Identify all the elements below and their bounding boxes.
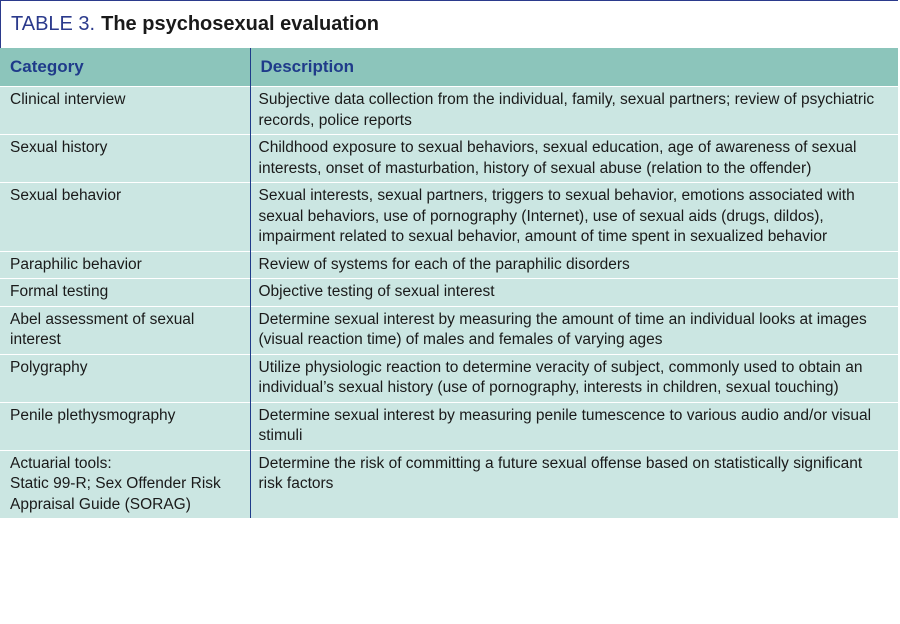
category-text: Penile plethysmography [10,406,176,424]
description-cell: Determine sexual interest by measuring penile tumescence to various audio and/or visual stimuli [250,402,898,450]
category-text: Clinical interview [10,91,126,108]
table-row [0,402,898,450]
category-text: Abel assessment of sexual interest [10,310,195,348]
table-row [0,87,898,135]
table-number: TABLE 3. [11,13,96,35]
category-text: Sexual behavior [10,187,122,204]
category-text: Formal testing [10,283,109,300]
category-cell [0,279,250,307]
category-text: Paraphilic behavior [10,255,142,273]
description-cell: Utilize physiologic reaction to determine veracity of subject, commonly used to obtain an individual’s sexual history (use of pornography, interests in children, sexual touching) [250,354,898,402]
category-cell [0,183,250,252]
description-cell: Sexual interests, sexual partners, triggers to sexual behavior, emotions associated with sexual behaviors, use of pornography (Internet), use of sexual aids (drugs, dildos), impairment related to sexual behavior, amount of time spent in sexualized behavior [250,183,898,252]
table-row [0,354,898,402]
table-caption: The psychosexual evaluation [101,13,379,35]
category-text: Actuarial tools: [10,454,112,472]
column-header-category: Category [0,48,250,87]
description-cell: Subjective data collection from the individual, family, sexual partners; review of psychiatric records, police reports [250,87,898,135]
table-row [0,135,898,183]
table-row [0,183,898,252]
table-row [0,306,898,354]
evaluation-table [0,48,898,518]
category-cell [0,354,250,402]
description-cell: Determine sexual interest by measuring the amount of time an individual looks at images (visual reaction time) of males and females of varying ages [250,306,898,354]
category-text: Sexual history [10,139,108,156]
category-cell [0,306,250,354]
description-cell: Childhood exposure to sexual behaviors, sexual education, age of awareness of sexual interests, onset of masturbation, history of sexual abuse (relation to the offender) [250,135,898,183]
category-cell [0,402,250,450]
table-title [0,0,898,48]
category-cell [0,251,250,279]
description-cell: Review of systems for each of the paraphilic disorders [250,251,898,279]
table-body [0,87,898,519]
category-text: Polygraphy [10,358,88,376]
category-text: Static 99-R; Sex Offender Risk Appraisal Guide (SORAG) [10,475,221,513]
description-cell: Objective testing of sexual interest [250,279,898,307]
category-cell [0,87,250,135]
table-row [0,450,898,518]
description-cell: Determine the risk of committing a future sexual offense based on statistically significant risk factors [250,450,898,518]
column-header-description: Description [250,48,898,87]
category-cell [0,135,250,183]
header-row [0,48,898,87]
category-cell [0,450,250,518]
table-row [0,251,898,279]
table-row [0,279,898,307]
